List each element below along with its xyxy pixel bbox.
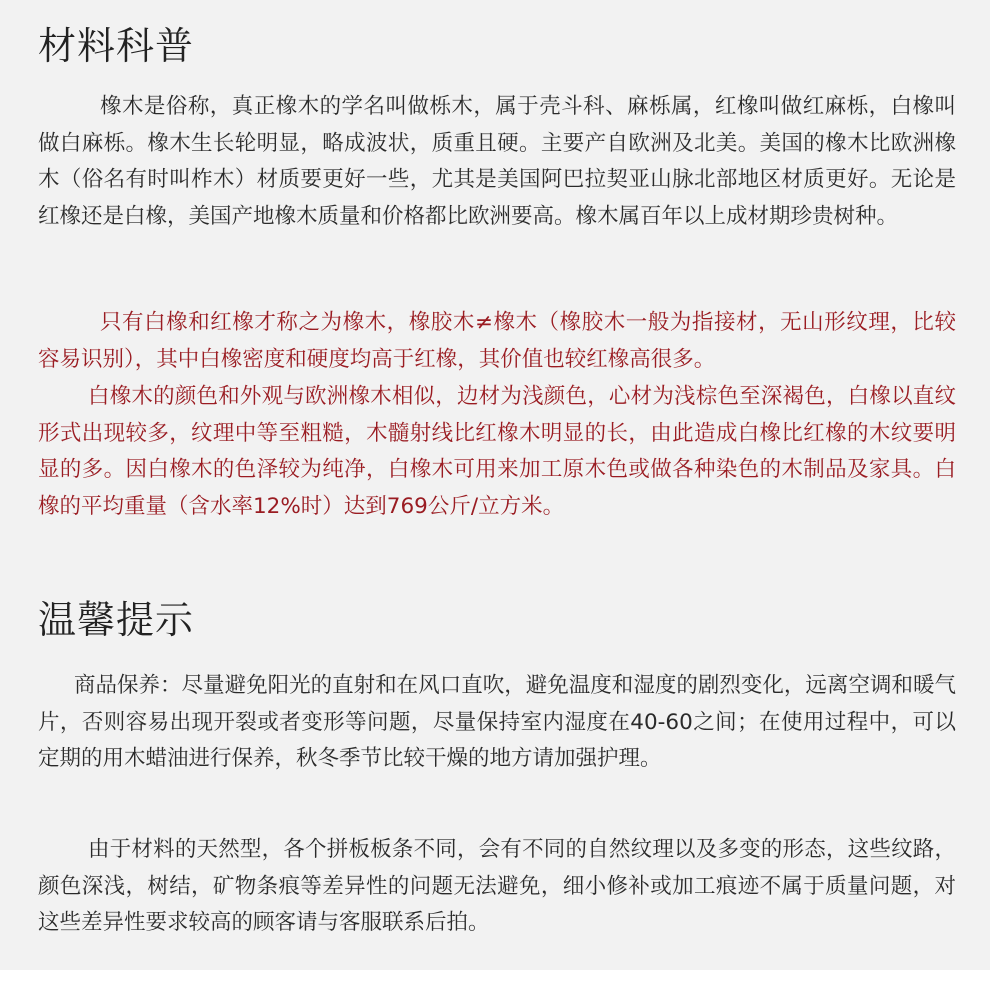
tips-paragraph-care: 商品保养：尽量避免阳光的直射和在风口直吹，避免温度和湿度的剧烈变化，远离空调和暖气片，否则容易出现开裂或者变形等问题，尽量保持室内湿度在40-60之间；在使用过程中，可以定期的用木蜡油进行保养，秋冬季节比较干燥的地方请加强护理。 xyxy=(38,673,956,771)
section-title-tips: 温馨提示 xyxy=(38,598,195,642)
material-paragraph-highlight: 只有白橡和红橡才称之为橡木，橡胶木≠橡木（橡胶木一般为指接材，无山形纹理，比较容易识别），其中白橡密度和硬度均高于红橡，其价值也较红橡高很多。 xyxy=(38,310,956,372)
bottom-divider xyxy=(0,970,990,985)
material-paragraph-white-oak: 白橡木的颜色和外观与欧洲橡木相似，边材为浅颜色，心材为浅棕色至深褐色，白橡以直纹形式出现较多，纹理中等至粗糙，木髓射线比红橡木明显的长，由此造成白橡比红橡的木纹要明显的多。因白橡木的色泽较为纯净，白橡木可用来加工原木色或做各种染色的木制品及家具。白橡的平均重量（含水率12%时）达到769公斤/立方米。 xyxy=(38,384,956,519)
section-title-material: 材料科普 xyxy=(38,24,195,68)
material-paragraph-intro: 橡木是俗称，真正橡木的学名叫做栎木，属于壳斗科、麻栎属，红橡叫做红麻栎，白橡叫做白麻栎。橡木生长轮明显，略成波状，质重且硬。主要产自欧洲及北美。美国的橡木比欧洲橡木（俗名有时叫柞木）材质要更好一些，尤其是美国阿巴拉契亚山脉北部地区材质更好。无论是红橡还是白橡，美国产地橡木质量和价格都比欧洲要高。橡木属百年以上成材期珍贵树种。 xyxy=(38,94,956,229)
tips-paragraph-natural-variation: 由于材料的天然型，各个拼板板条不同，会有不同的自然纹理以及多变的形态，这些纹路，颜色深浅，树结，矿物条痕等差异性的问题无法避免，细小修补或加工痕迹不属于质量问题，对这些差异性要求较高的顾客请与客服联系后拍。 xyxy=(38,837,956,935)
